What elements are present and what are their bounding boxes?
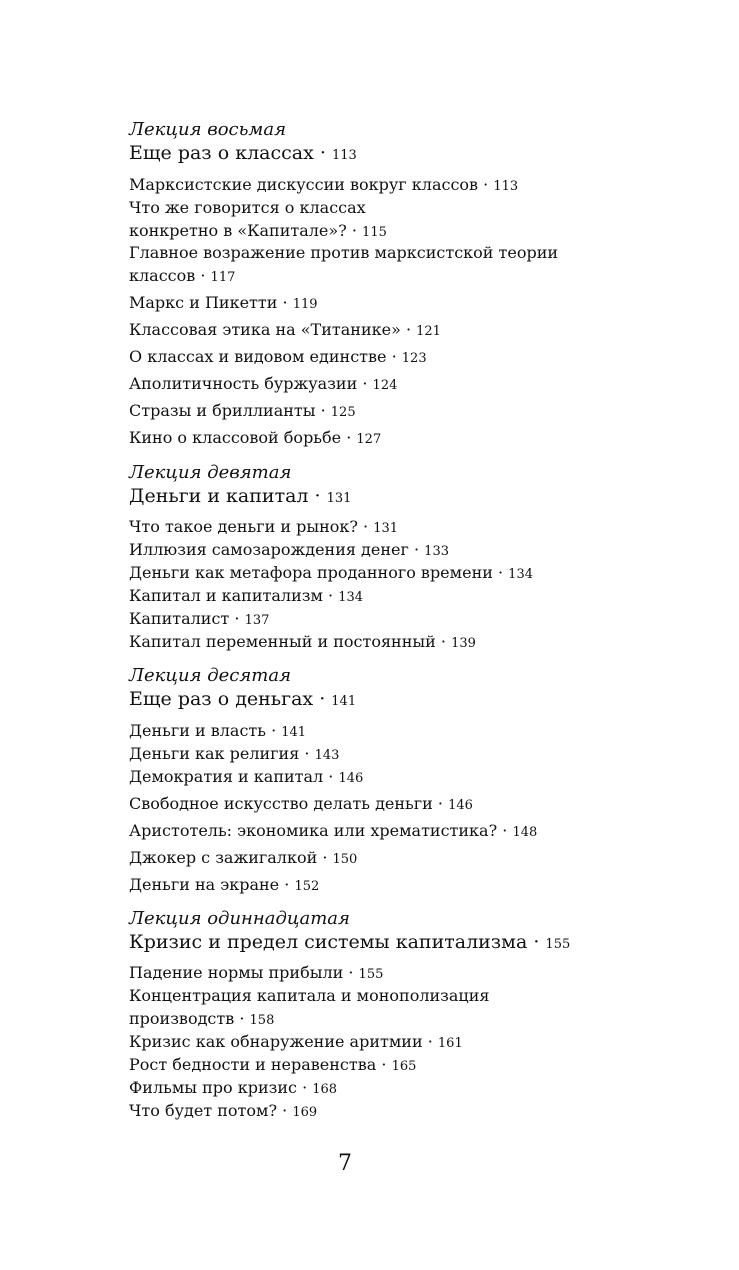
toc-entry: Свободное искусство делать деньги · 146 [129,794,473,813]
toc-entry: Деньги на экране · 152 [129,875,320,894]
toc-entry: конкретно в «Капитале»? · 115 [129,221,387,240]
toc-entry: Рост бедности и неравенства · 165 [129,1055,417,1074]
page-number: 7 [338,1151,352,1176]
toc-entry: Деньги как метафора проданного времени · 134 [129,563,533,582]
toc-entry: Демократия и капитал · 146 [129,767,364,786]
chapter-title: Еще раз о деньгах · 141 [129,688,357,710]
toc-entry: Классовая этика на «Титанике» · 121 [129,320,441,339]
lecture-label: Лекция одиннадцатая [129,908,350,929]
chapter-title: Деньги и капитал · 131 [129,485,352,507]
toc-entry: производств · 158 [129,1009,275,1028]
toc-entry-line: Что же говорится о классах [129,198,366,217]
toc-entry: классов · 117 [129,266,236,285]
toc-entry: Падение нормы прибыли · 155 [129,963,384,982]
toc-entry: Иллюзия самозарождения денег · 133 [129,540,449,559]
lecture-label: Лекция десятая [129,665,291,686]
page-ref: 141 [331,694,357,709]
toc-entry-line: Главное возражение против марксистской теории [129,243,559,262]
toc-entry: Кино о классовой борьбе · 127 [129,428,382,447]
toc-entry: Деньги и власть · 141 [129,721,307,740]
toc-entry: Капитал и капитализм · 134 [129,586,364,605]
chapter-title: Еще раз о классах · 113 [129,142,357,164]
toc-entry: Джокер с зажигалкой · 150 [129,848,358,867]
toc-entry: Что будет потом? · 169 [129,1101,318,1120]
toc-entry: Капиталист · 137 [129,609,270,628]
toc-entry: Деньги как религия · 143 [129,744,340,763]
toc-entry: Маркс и Пикетти · 119 [129,293,318,312]
page-ref: 131 [326,491,352,506]
toc-entry: Что такое деньги и рынок? · 131 [129,517,399,536]
toc-entry-line: Концентрация капитала и монополизация [129,986,490,1005]
page-ref: 155 [545,937,571,952]
toc-entry: О классах и видовом единстве · 123 [129,347,427,366]
toc-entry: Аполитичность буржуазии · 124 [129,374,398,393]
toc-entry: Капитал переменный и постоянный · 139 [129,632,476,651]
chapter-title: Кризис и предел системы капитализма · 155 [129,931,571,953]
page-ref: 113 [331,148,357,163]
toc-entry: Кризис как обнаружение аритмии · 161 [129,1032,463,1051]
toc-entry: Аристотель: экономика или хрематистика? · 148 [129,821,538,840]
toc-entry: Фильмы про кризис · 168 [129,1078,338,1097]
toc-entry: Стразы и бриллианты · 125 [129,401,356,420]
lecture-label: Лекция восьмая [129,119,286,140]
lecture-label: Лекция девятая [129,462,292,483]
toc-entry: Марксистские дискуссии вокруг классов · 113 [129,175,519,194]
